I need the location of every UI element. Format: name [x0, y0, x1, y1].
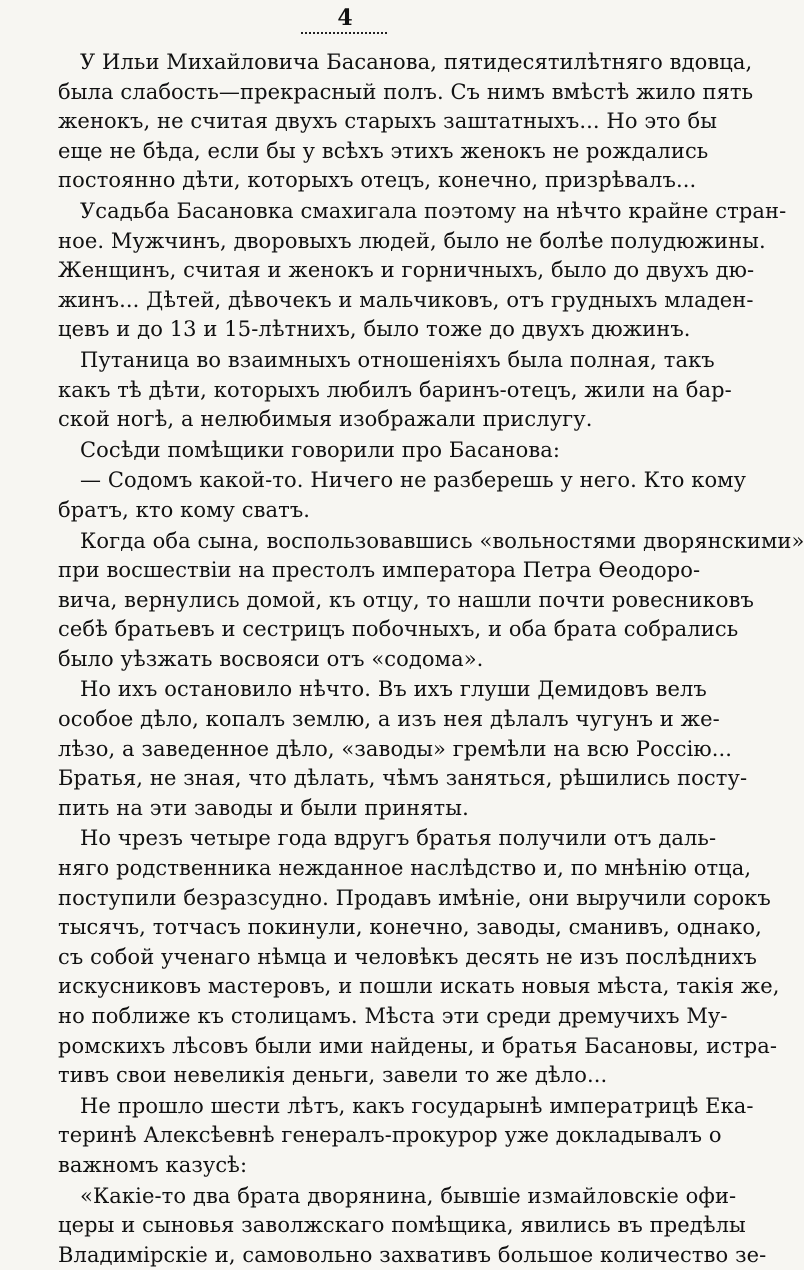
text-line: тысячъ, тотчасъ покинули, конечно, заводы, сманивъ, однако, — [58, 915, 762, 940]
text-line: Братья, не зная, что дѣлать, чѣмъ заняться, рѣшились посту- — [58, 766, 748, 791]
text-line: «Какіе-то два брата дворянина, бывшіе измайловскіе офи- — [80, 1183, 737, 1208]
paragraph — [58, 824, 780, 1090]
text-line: У Ильи Михайловича Басанова, пятидесятилѣтняго вдовца, — [80, 50, 753, 74]
text-line: ное. Мужчинъ, дворовыхъ людей, было не болѣе полудюжины. — [58, 228, 766, 253]
text-line: Сосѣди помѣщики говорили про Басанова: — [80, 437, 561, 462]
text-line: лѣзо, а заведенное дѣло, «заводы» гремѣли на всю Россію... — [58, 736, 733, 761]
text-line: няго родственника нежданное наслѣдство и, по мнѣнію отца, — [58, 856, 752, 881]
paragraph — [58, 466, 747, 525]
paragraph — [58, 1182, 767, 1270]
text-line: Но чрезъ четыре года вдругъ братья получили отъ даль- — [80, 826, 717, 851]
text-line: ромскихъ лѣсовъ были ими найдены, и братья Басановы, истра- — [58, 1033, 778, 1058]
text-line: — Содомъ какой-то. Ничего не разберешь у него. Кто кому — [80, 468, 747, 493]
text-line: пить на эти заводы и были приняты. — [58, 795, 469, 820]
text-line: Но ихъ остановило нѣчто. Въ ихъ глуши Демидовъ велъ — [80, 677, 707, 702]
text-line: братъ, кто кому сватъ. — [58, 497, 311, 522]
text-line: теринѣ Алексѣевнѣ генералъ-прокурор уже докладывалъ о — [58, 1123, 722, 1148]
paragraph — [58, 527, 804, 675]
text-line: важномъ казусѣ: — [58, 1152, 248, 1177]
paragraph — [58, 48, 754, 196]
text-line: тивъ свои невеликія деньги, завели то же дѣло... — [58, 1063, 608, 1088]
text-line: Путаница во взаимныхъ отношеніяхъ была полная, такъ — [80, 347, 715, 372]
text-line: постоянно дѣти, которыхъ отецъ, конечно, призрѣвалъ... — [58, 168, 697, 193]
text-line: искусниковъ мастеровъ, и пошли искать новыя мѣста, такія же, — [58, 974, 780, 999]
header-rule — [301, 32, 387, 34]
text-line: церы и сыновья заволжскаго помѣщика, явились въ предѣлы — [58, 1213, 746, 1238]
text-line: женокъ, не считая двухъ старыхъ заштатныхъ... Но это бы — [58, 109, 718, 134]
paragraph — [58, 1092, 754, 1181]
body-text — [58, 48, 804, 1270]
text-line: цевъ и до 13 и 15-лѣтнихъ, было тоже до двухъ дюжинъ. — [58, 317, 691, 342]
text-line: себѣ братьевъ и сестрицъ побочныхъ, и оба брата собрались — [58, 617, 739, 642]
text-line: Когда оба сына, воспользовавшись «вольностями дворянскими» — [80, 528, 804, 553]
page-header — [58, 6, 642, 34]
text-line: Владимірскіе и, самовольно захвативъ большое количество зе- — [58, 1242, 767, 1267]
text-line: Не прошло шести лѣтъ, какъ государынѣ императрицѣ Ека- — [80, 1093, 754, 1118]
text-line: Женщинъ, считая и женокъ и горничныхъ, было до двухъ дю- — [58, 258, 755, 283]
text-line: но поближе къ столицамъ. Мѣста эти среди дремучихъ Му- — [58, 1004, 728, 1028]
text-line: еще не бѣда, если бы у всѣхъ этихъ женокъ не рождались — [58, 138, 709, 163]
paragraph — [58, 436, 648, 466]
text-line: особое дѣло, копалъ землю, а изъ нея дѣлалъ чугунъ и же- — [58, 707, 720, 732]
text-line: при восшествіи на престолъ императора Петра Өеодоро- — [58, 558, 701, 583]
text-line: вича, вернулись домой, къ отцу, то нашли почти ровесниковъ — [58, 587, 755, 612]
text-line: было уѣзжать восвояси отъ «содома». — [58, 646, 484, 671]
text-line: была слабость—прекрасный полъ. Съ нимъ вмѣстѣ жило пять — [58, 79, 754, 104]
paragraph — [58, 197, 787, 345]
text-line: съ собой ученаго нѣмца и человѣкъ десять не изъ послѣднихъ — [58, 944, 757, 969]
text-line: поступили безразсудно. Продавъ имѣніе, они выручили сорокъ — [58, 885, 771, 910]
paragraph — [58, 346, 732, 435]
text-line: ской ногѣ, а нелюбимыя изображали прислугу. — [58, 407, 593, 432]
page-number: 4 — [337, 5, 353, 31]
text-line: какъ тѣ дѣти, которыхъ любилъ баринъ-отецъ, жили на бар- — [58, 377, 732, 402]
text-line: жинъ... Дѣтей, дѣвочекъ и мальчиковъ, отъ грудныхъ младен- — [58, 287, 754, 312]
paragraph — [58, 675, 748, 823]
text-line: Усадьба Басановка смахигала поэтому на нѣчто крайне стран- — [80, 198, 787, 223]
